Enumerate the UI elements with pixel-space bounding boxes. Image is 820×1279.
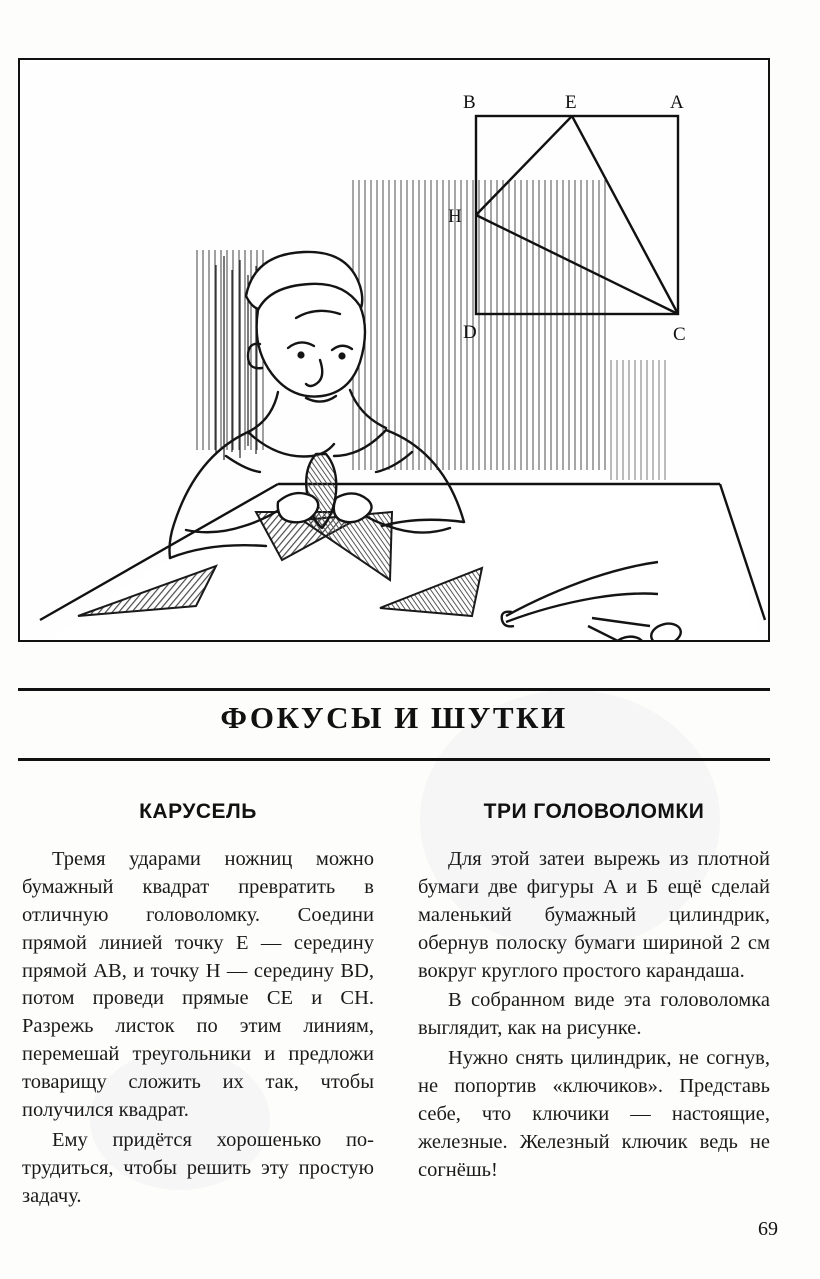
svg-text:H: H <box>448 206 462 227</box>
svg-text:A: A <box>670 92 684 113</box>
illustration-drawing <box>20 60 768 640</box>
paragraph: В собранном виде эта головоломка выглядит, как на рисунке. <box>418 989 770 1040</box>
paragraph: Для этой затеи вырежь из плотной бумаги две фигуры A и Б ещё сделай маленький бумажный цилиндрик, обернув полоску бумаги шириной 2 см вокруг круглого простого карандаша. <box>418 848 770 982</box>
svg-text:D: D <box>463 322 477 343</box>
paragraph: Нужно снять цилиндрик, не согнув, не попортив «ключиков». Представь себе, что ключики — настоящие, железные. Железный ключик ведь не согнёшь! <box>418 1047 770 1181</box>
column-tri-golovolomki <box>418 800 770 1212</box>
illustration-panel <box>18 58 770 642</box>
paragraph: Ему придётся хорошенько потрудиться, чтобы решить эту простую задачу. <box>22 1128 374 1207</box>
divider-top <box>18 688 770 691</box>
section-title: ФОКУСЫ И ШУТКИ <box>220 700 568 735</box>
svg-text:C: C <box>673 324 686 345</box>
column-karusel <box>22 800 374 1212</box>
paragraph: Тремя ударами ножниц можно бумажный квадрат превратить в отличную головоломку. Соедини прямой линией точку E — середину прямой AB, и точку H — середину BD, потом проведи прямые CE и CH. Разрежь листок по этим линиям, перемешай треугольники и предложи товарищу сложить их так, чтобы получился квадрат. <box>22 848 374 1121</box>
svg-text:E: E <box>565 92 577 113</box>
column-title: КАРУСЕЛЬ <box>139 800 257 823</box>
body-columns <box>22 800 770 1212</box>
column-title: ТРИ ГОЛОВОЛОМКИ <box>483 800 705 823</box>
divider-bottom <box>18 758 770 761</box>
page-number: 69 <box>758 1218 778 1240</box>
svg-text:B: B <box>463 92 476 113</box>
